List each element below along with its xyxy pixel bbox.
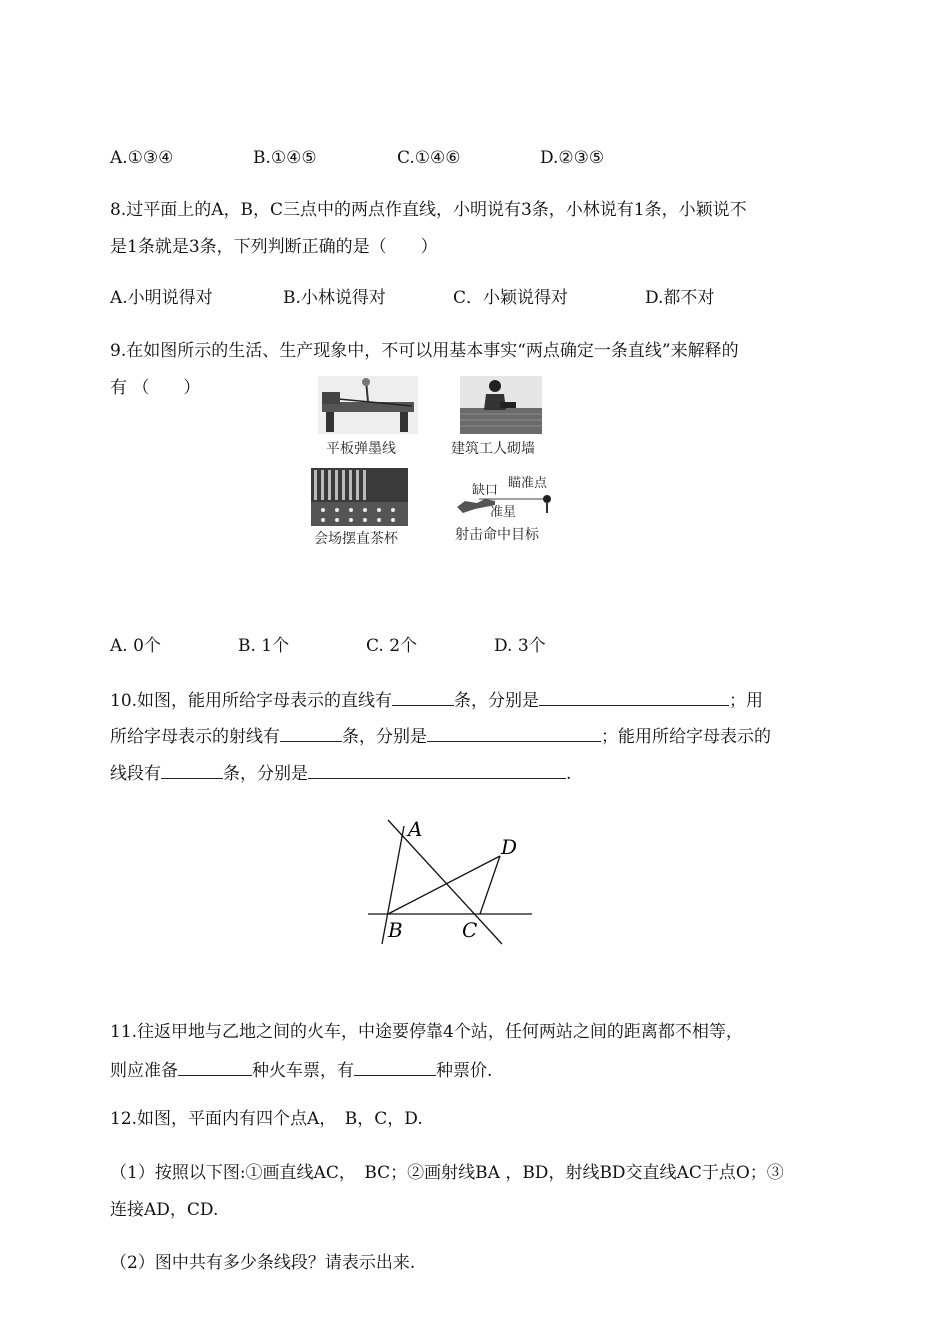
label-aim-point: 瞄准点	[508, 476, 548, 491]
q11-text: 则应准备	[110, 1061, 178, 1081]
q7-option-b: B.①④⑤	[253, 148, 317, 168]
q10-stem-line2	[110, 723, 771, 749]
q10-text: 条，分别是	[342, 727, 427, 747]
q12-part2: （2）图中共有多少条线段？请表示出来.	[110, 1253, 416, 1273]
q8-stem-line2: 是1条就是3条，下列判断正确的是（ ）	[110, 237, 438, 257]
answer-blank[interactable]	[280, 723, 342, 742]
answer-blank[interactable]	[178, 1057, 252, 1076]
label-front-sight: 准星	[490, 505, 517, 520]
caption-chalk-line: 平板弹墨线	[326, 441, 396, 457]
answer-blank[interactable]	[427, 723, 601, 742]
q11-stem-line1: 11.往返甲地与乙地之间的火车，中途要停靠4个站，任何两站之间的距离都不相等，	[110, 1022, 743, 1042]
answer-blank[interactable]	[308, 760, 566, 779]
q10-text: ；能用所给字母表示的	[601, 727, 771, 747]
label-notch: 缺口	[472, 483, 499, 498]
answer-blank[interactable]	[392, 687, 454, 706]
line-ac	[388, 820, 502, 944]
q10-text: 条，分别是	[223, 764, 308, 784]
q10-text: 线段有	[110, 764, 161, 784]
bricklayer-photo	[460, 376, 542, 434]
q10-geometry-figure	[360, 810, 540, 950]
q11-text: 种火车票，有	[252, 1061, 354, 1081]
caption-bricklayer: 建筑工人砌墙	[451, 441, 535, 457]
q8-option-c: C．小颖说得对	[453, 288, 569, 308]
caption-meeting-hall: 会场摆直茶杯	[314, 531, 398, 547]
caption-shooting: 射击命中目标	[455, 527, 539, 543]
q8-option-b: B.小林说得对	[283, 288, 386, 308]
answer-blank[interactable]	[539, 687, 729, 706]
q9-option-c: C. 2个	[366, 636, 418, 656]
q10-text: ；用	[729, 691, 764, 711]
q10-text: 所给字母表示的射线有	[110, 727, 280, 747]
q7-option-a: A.①③④	[110, 148, 174, 168]
q12-part1-line1: （1）按照以下图:①画直线AC， BC；②画射线BA ，BD，射线BD交直线AC于点O；③	[110, 1163, 784, 1183]
point-c-label: C	[462, 918, 478, 942]
q7-option-c: C.①④⑥	[397, 148, 461, 168]
q8-stem-line1: 8.过平面上的A，B，C三点中的两点作直线，小明说有3条，小林说有1条，小颖说不	[110, 200, 747, 220]
q12-part1-line2: 连接AD，CD.	[110, 1200, 219, 1220]
q11-text: 种票价.	[436, 1061, 493, 1081]
q9-stem-line1: 9.在如图所示的生活、生产现象中，不可以用基本事实“两点确定一条直线”来解释的	[110, 341, 739, 361]
q10-stem-line3	[110, 760, 571, 786]
q8-option-d: D.都不对	[645, 288, 715, 308]
q9-option-d: D. 3个	[494, 636, 546, 656]
q10-text: 10.如图，能用所给字母表示的直线有	[110, 691, 393, 711]
q10-text: .	[566, 764, 572, 784]
point-b-label: B	[388, 918, 403, 942]
meeting-hall-photo	[311, 468, 408, 526]
q7-option-d: D.②③⑤	[540, 148, 605, 168]
q12-stem: 12.如图，平面内有四个点A， B，C，D.	[110, 1109, 423, 1129]
answer-blank[interactable]	[354, 1057, 436, 1076]
q8-option-a: A.小明说得对	[110, 288, 213, 308]
q11-stem-line2	[110, 1057, 492, 1083]
point-a-label: A	[408, 817, 423, 841]
answer-blank[interactable]	[161, 760, 223, 779]
q9-option-a: A. 0个	[110, 636, 161, 656]
q10-text: 条，分别是	[454, 691, 540, 711]
q9-option-b: B. 1个	[238, 636, 290, 656]
point-d-label: D	[501, 835, 518, 859]
q9-stem-line2: 有 （ ）	[110, 378, 201, 398]
q10-stem-line1	[110, 687, 763, 713]
chalk-line-photo	[318, 376, 418, 434]
